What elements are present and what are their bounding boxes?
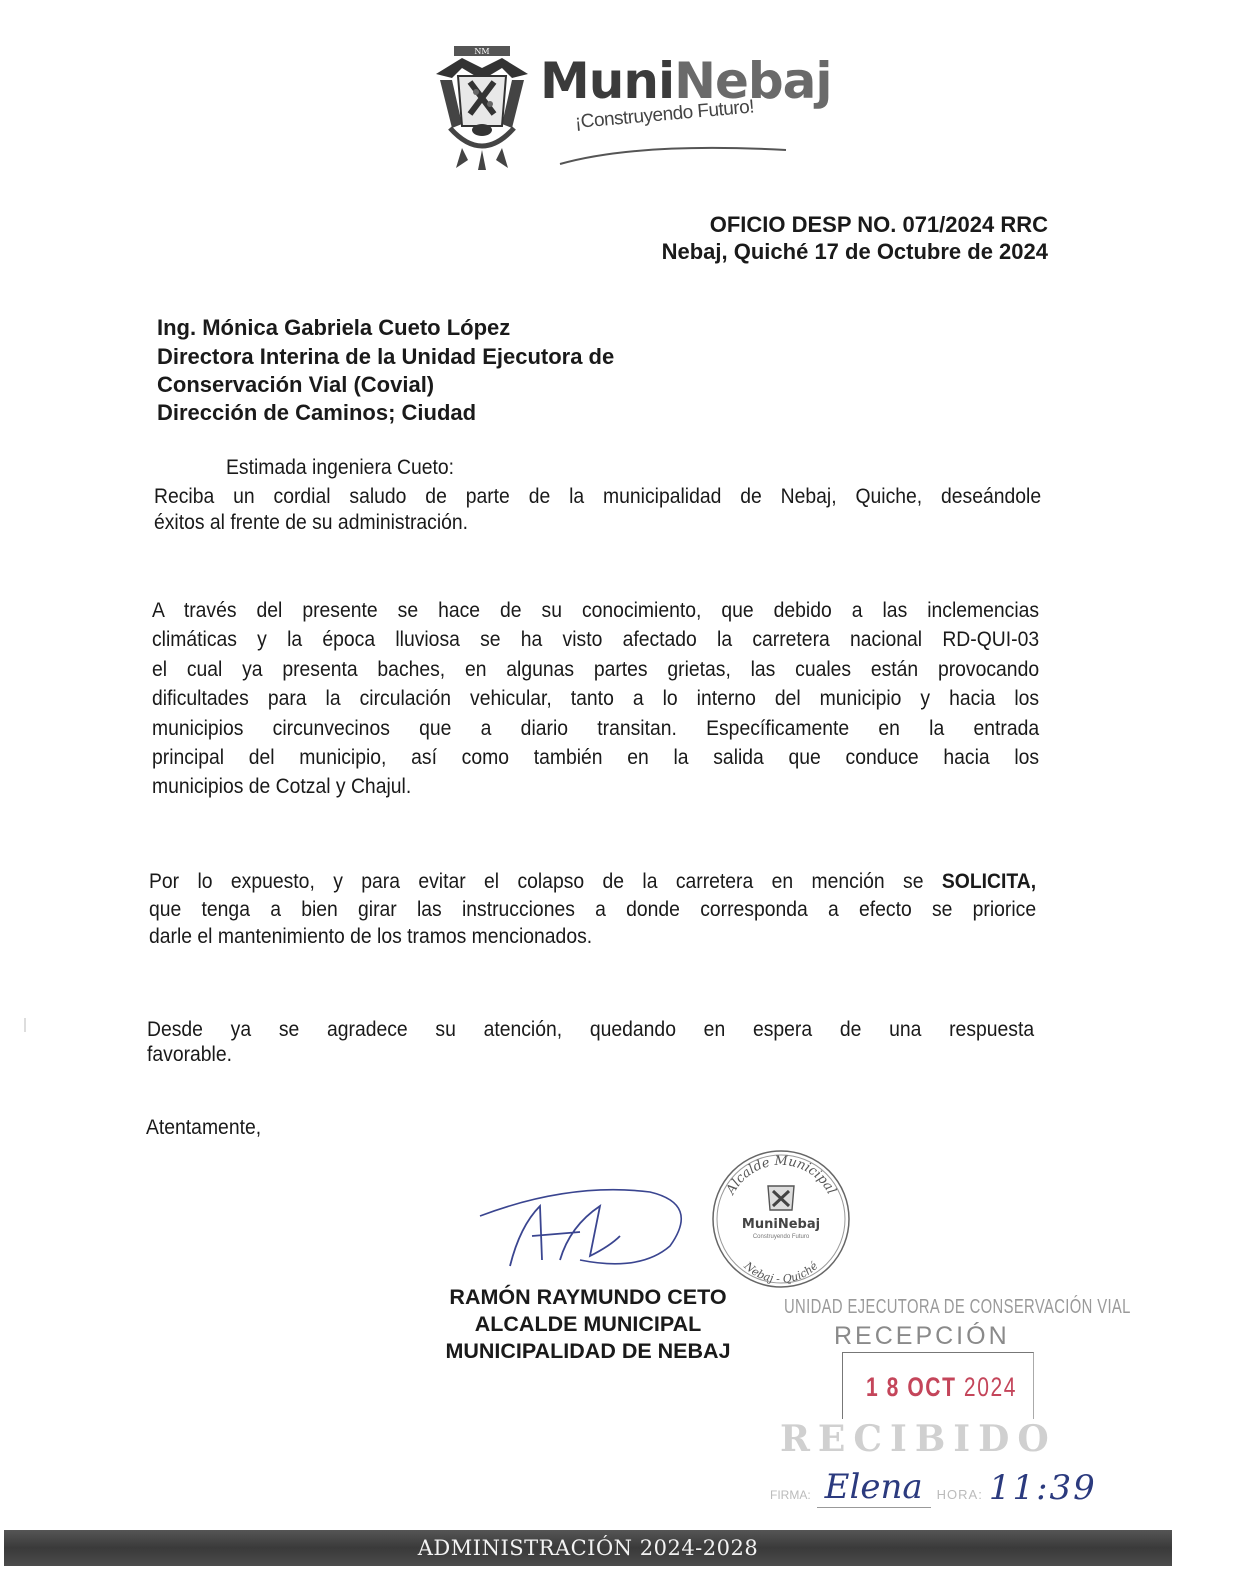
footer-banner-text: ADMINISTRACIÓN 2024-2028 [417,1536,759,1560]
signatory-institution: MUNICIPALIDAD DE NEBAJ [445,1339,731,1363]
recipient-org: Conservación Vial (Covial) [157,372,435,397]
stamp-heading: RECEPCIÓN [834,1322,1010,1350]
recipient-address: Dirección de Caminos; Ciudad [157,400,477,425]
receiver-handwritten-name: Elena [817,1467,931,1508]
recipient-name: Ing. Mónica Gabriela Cueto López [157,315,511,340]
paragraph-3-line: Desde ya se agradece su atención, quedando en espera de una respuesta [147,1017,1035,1041]
place-date: Nebaj, Quiché 17 de Octubre de 2024 [661,239,1048,264]
paragraph-2-line: Por lo expuesto, y para evitar el colapso de la carretera en mención se SOLICITA, [149,869,1037,893]
crest-banner-text: NM [474,47,490,56]
paragraph-1-line: el cual ya presenta baches, en algunas partes grietas, las cuales están provocando [152,657,1040,681]
greeting-line: éxitos al frente de su administración. [154,510,469,534]
paragraph-2-line: darle el mantenimiento de los tramos mencionados. [149,924,593,948]
scan-artifact [24,1018,26,1032]
recipient-title: Directora Interina de la Unidad Ejecutora de [157,344,615,369]
brand-tagline: ¡Construyendo Futuro! [574,96,755,134]
stamp-date: 1 8 OCT 2024 [866,1372,1018,1402]
stamp-received: RECIBIDO [780,1418,1057,1460]
signatory-title: ALCALDE MUNICIPAL [474,1312,702,1336]
salutation: Estimada ingeniera Cueto: [226,455,455,479]
paragraph-3-line: favorable. [147,1042,232,1066]
paragraph-1-line: principal del municipio, así como también en la salida que conduce hacia los [152,745,1040,769]
brand-primary: Muni [540,52,675,110]
brand-wordmark [540,52,832,110]
paragraph-1-line: municipios de Cotzal y Chajul. [152,774,412,798]
seal-bottom-text: Nebaj - Quiché [741,1259,821,1286]
stamp-firma-label: FIRMA: [770,1488,811,1502]
paragraph-1-line: dificultades para la circulación vehicular, tanto a lo interno del municipio y hacia los [152,686,1040,710]
paragraph-1-line: A través del presente se hace de su conocimiento, que debido a las inclemencias [152,598,1040,622]
stamp-signature-row [770,1460,1170,1508]
paragraph-2-line: que tenga a bien girar las instrucciones a donde corresponda a efecto se priorice [149,897,1037,921]
seal-brand: MuniNebaj [741,1217,821,1232]
municipal-crest-icon [432,44,532,172]
paragraph-1-line: municipios circunvecinos que a diario transitan. Específicamente en la entrada [152,716,1040,740]
seal-top-text: Alcalde Municipal [723,1153,839,1198]
municipal-seal-icon [710,1148,852,1290]
signatory-name: RAMÓN RAYMUNDO CETO [449,1285,727,1309]
greeting-line: Reciba un cordial saludo de parte de la municipalidad de Nebaj, Quiche, deseándole [154,484,1042,508]
solicita-emphasis: SOLICITA, [941,869,1037,893]
seal-sub: Construyendo Futuro [752,1234,810,1240]
footer-banner [4,1530,1172,1566]
receiver-handwritten-time: 11:39 [988,1468,1097,1508]
stamp-hora-label: HORA: [936,1487,983,1502]
stamp-unit-name: UNIDAD EJECUTORA DE CONSERVACIÓN VIAL [784,1296,1131,1318]
tagline-swoosh [558,136,788,166]
handwritten-signature [470,1176,700,1280]
closing: Atentamente, [146,1115,262,1139]
oficio-number: OFICIO DESP NO. 071/2024 RRC [709,212,1048,237]
brand-secondary: Nebaj [674,52,832,110]
paragraph-1-line: climáticas y la época lluviosa se ha visto afectado la carretera nacional RD-QUI-03 [152,627,1040,651]
